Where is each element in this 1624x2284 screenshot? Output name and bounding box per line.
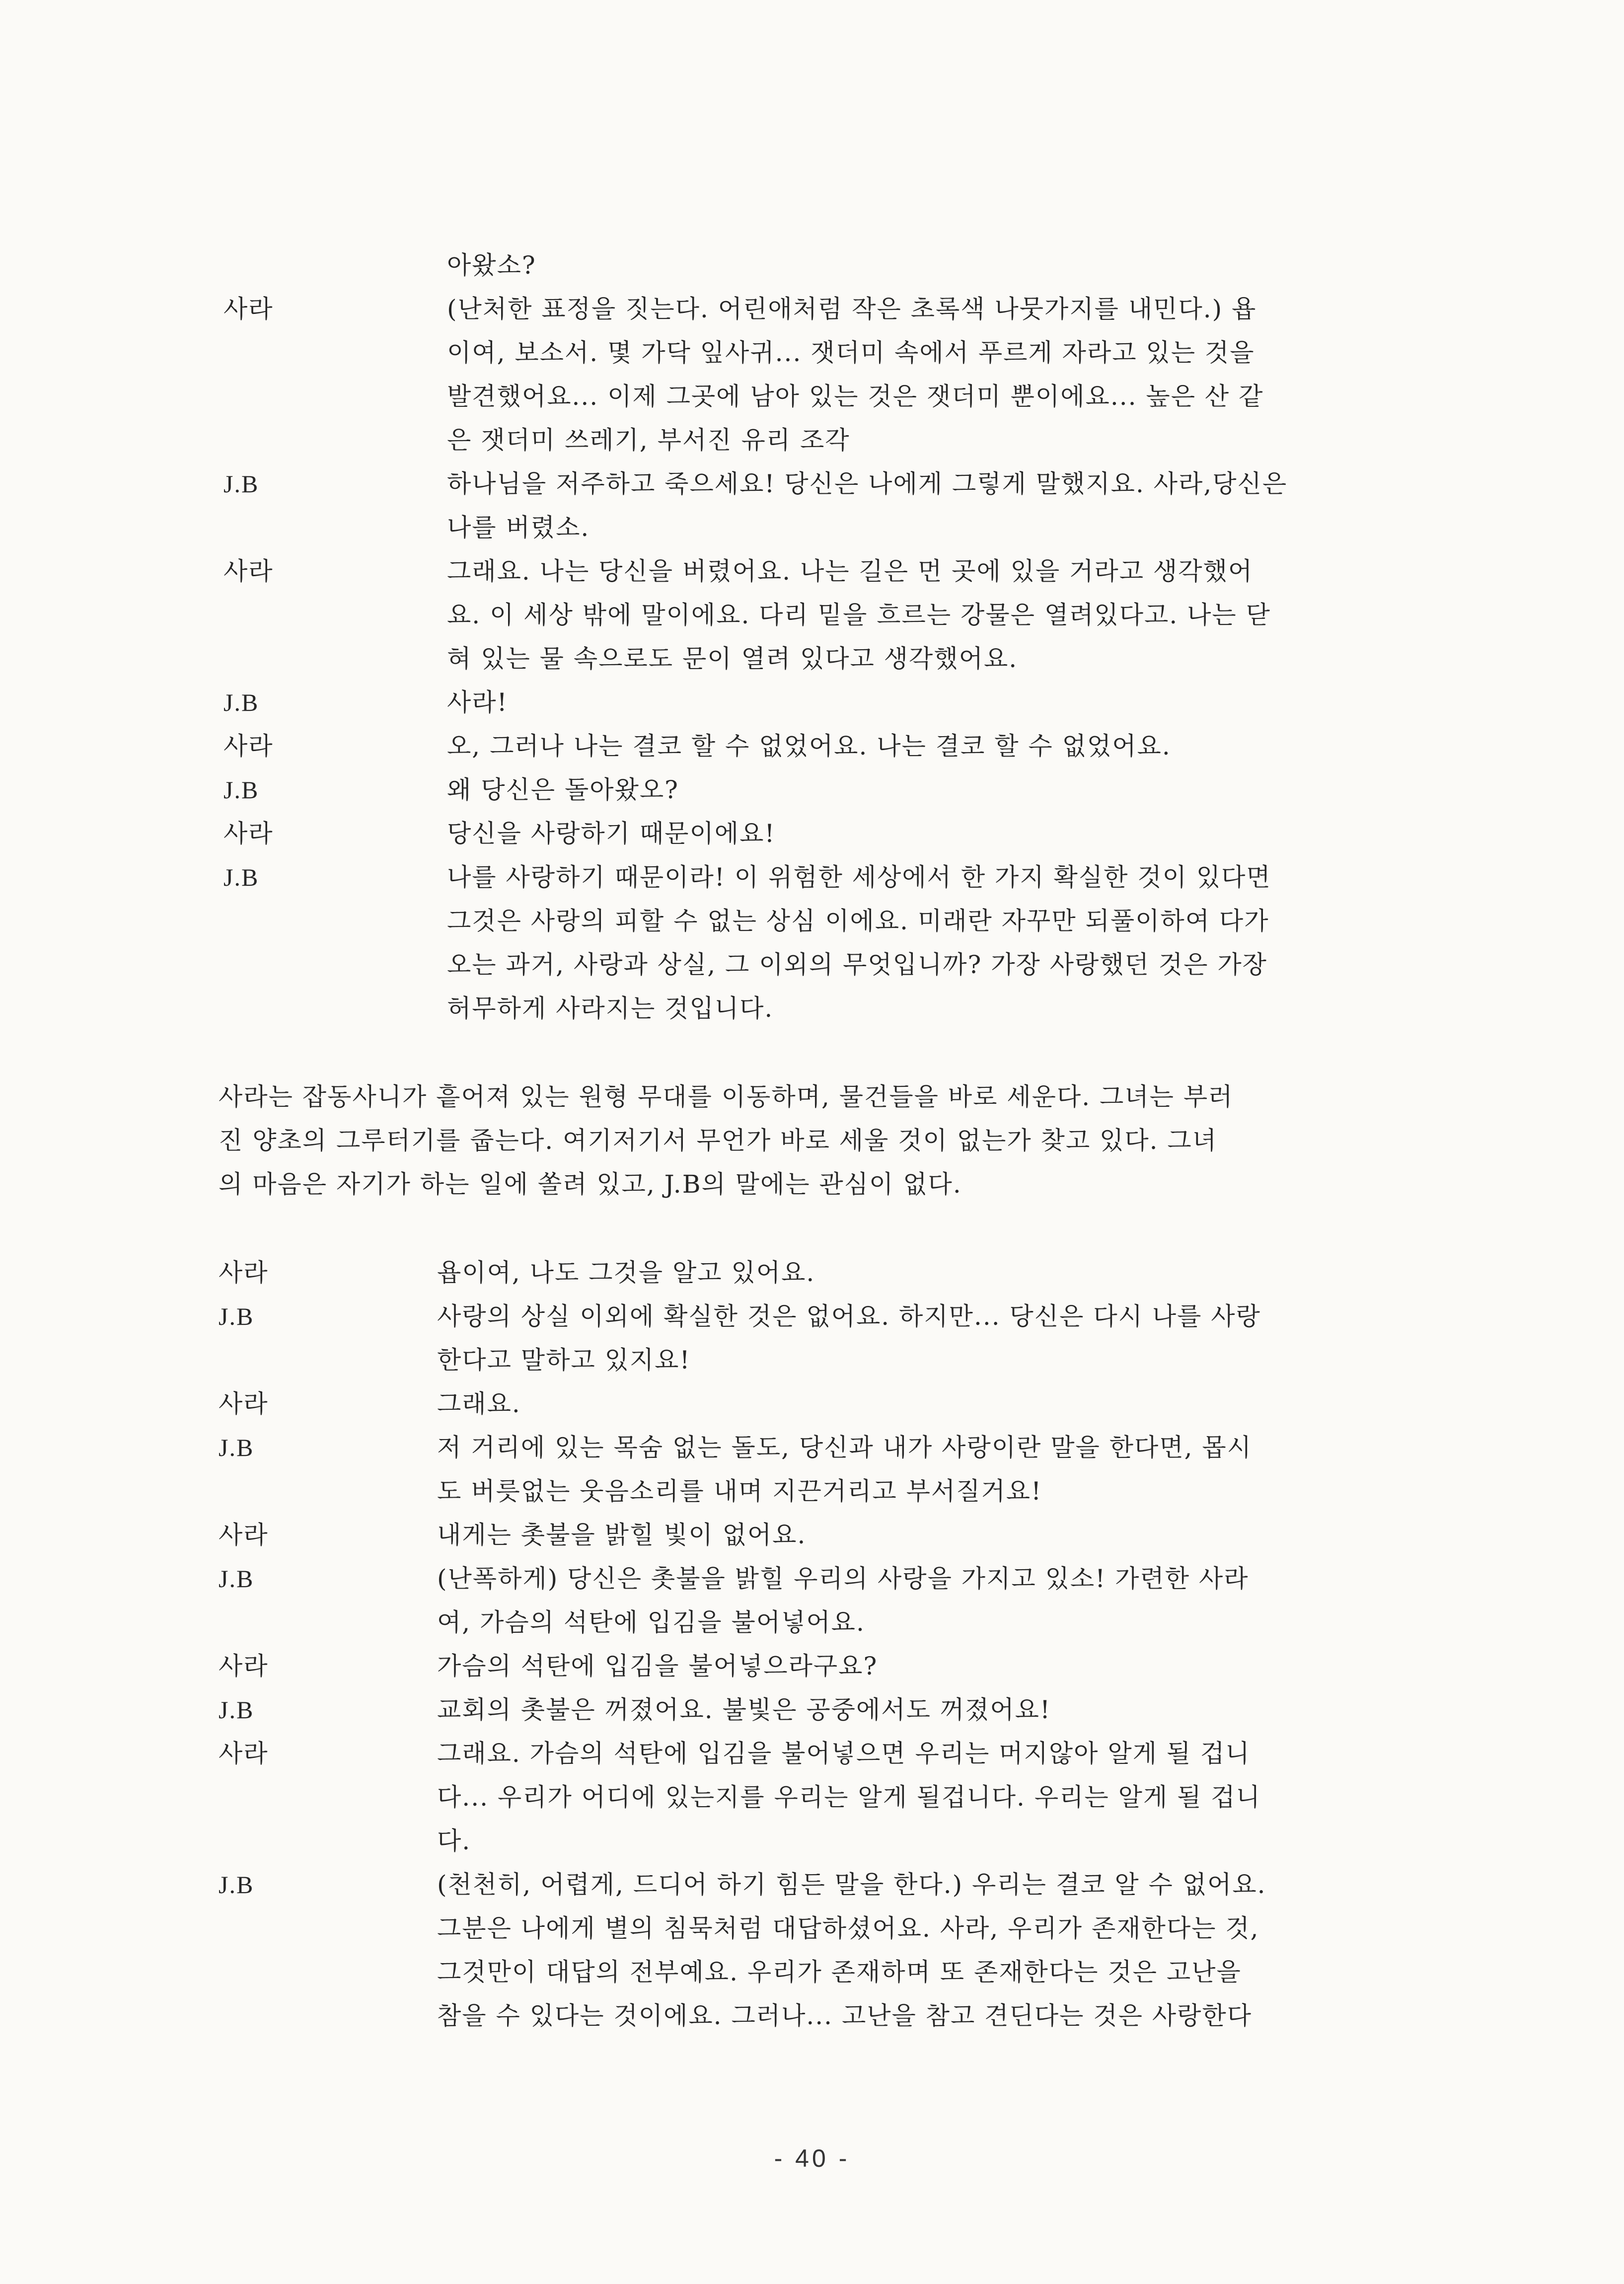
dialogue-dialogue-line: 그래요. 가슴의 석탄에 입김을 불어넣으면 우리는 머지않아 알게 될 겁니 bbox=[437, 1739, 1251, 1768]
dialogue-speaker: 사라 bbox=[219, 1521, 269, 1549]
dialogue-speaker: 사라 bbox=[219, 1652, 269, 1680]
dialogue-dialogue-line: 한다고 말하고 있지요! bbox=[437, 1346, 691, 1374]
dialogue-dialogue-line: 여, 가슴의 석탄에 입김을 불어넣어요. bbox=[437, 1608, 865, 1637]
dialogue-speaker: J.B bbox=[219, 1871, 254, 1899]
dialogue-speaker: J.B bbox=[219, 1434, 254, 1461]
stage-direction-line: 사라는 잡동사니가 흩어져 있는 원형 무대를 이동하며, 물건들을 바로 세운다. 그녀는 부러 bbox=[219, 1082, 1234, 1111]
dialogue-speaker: 사라 bbox=[219, 1390, 269, 1418]
dialogue-speaker: J.B bbox=[219, 1565, 254, 1593]
dialogue-dialogue-line: (천천히, 어렵게, 드디어 하기 힘든 말을 한다.) 우리는 결코 알 수 없어요. bbox=[437, 1870, 1266, 1899]
dialogue-dialogue-line: 요. 이 세상 밖에 말이에요. 다리 밑을 흐르는 강물은 열려있다고. 나는 닫 bbox=[447, 601, 1271, 629]
dialogue-dialogue-line: 다. bbox=[437, 1827, 471, 1855]
dialogue-dialogue-line: 도 버릇없는 웃음소리를 내며 지끈거리고 부서질거요! bbox=[437, 1477, 1042, 1506]
dialogue-dialogue-line: 나를 버렸소. bbox=[447, 513, 590, 542]
dialogue-dialogue-line: 그것은 사랑의 피할 수 없는 상심 이에요. 미래란 자꾸만 되풀이하여 다가 bbox=[447, 907, 1269, 935]
dialogue-dialogue-line: 사라! bbox=[447, 688, 508, 717]
dialogue-dialogue-line: 사랑의 상실 이외에 확실한 것은 없어요. 하지만... 당신은 다시 나를 사랑 bbox=[437, 1302, 1261, 1331]
dialogue-speaker: J.B bbox=[219, 1302, 254, 1330]
dialogue-dialogue-line: 하나님을 저주하고 죽으세요! 당신은 나에게 그렇게 말했지요. 사라,당신은 bbox=[447, 469, 1288, 498]
dialogue-dialogue-line: 발견했어요... 이제 그곳에 남아 있는 것은 잿더미 뿐이에요... 높은 산 같 bbox=[447, 382, 1264, 411]
dialogue-speaker: 사라 bbox=[219, 1259, 269, 1287]
dialogue-speaker: J.B bbox=[223, 863, 259, 891]
dialogue-speaker: 사라 bbox=[223, 295, 274, 323]
dialogue-speaker: 사라 bbox=[223, 557, 274, 585]
dialogue-dialogue-line: 은 잿더미 쓰레기, 부서진 유리 조각 bbox=[447, 426, 850, 455]
stage-direction-line: 진 양초의 그루터기를 줍는다. 여기저기서 무언가 바로 세울 것이 없는가 찾고 있다. 그녀 bbox=[219, 1126, 1218, 1155]
dialogue-speaker: 사라 bbox=[223, 732, 274, 760]
dialogue-dialogue-line: 아왔소? bbox=[447, 251, 536, 280]
dialogue-dialogue-line: (난폭하게) 당신은 촛불을 밝힐 우리의 사랑을 가지고 있소! 가련한 사라 bbox=[437, 1564, 1249, 1593]
dialogue-dialogue-line: 내게는 촛불을 밝힐 빛이 없어요. bbox=[437, 1521, 807, 1549]
dialogue-dialogue-line: 당신을 사랑하기 때문이에요! bbox=[447, 819, 776, 848]
dialogue-dialogue-line: 이여, 보소서. 몇 가닥 잎사귀... 잿더미 속에서 푸르게 자라고 있는 것을 bbox=[447, 338, 1255, 367]
dialogue-dialogue-line: 다... 우리가 어디에 있는지를 우리는 알게 될겁니다. 우리는 알게 될 겁니 bbox=[437, 1783, 1261, 1812]
dialogue-dialogue-line: 그분은 나에게 별의 침묵처럼 대답하셨어요. 사라, 우리가 존재한다는 것, bbox=[437, 1914, 1259, 1943]
dialogue-dialogue-line: 허무하게 사라지는 것입니다. bbox=[447, 994, 774, 1023]
dialogue-dialogue-line: 저 거리에 있는 목숨 없는 돌도, 당신과 내가 사랑이란 말을 한다면, 몹시 bbox=[437, 1433, 1253, 1462]
dialogue-dialogue-line: 나를 사랑하기 때문이라! 이 위험한 세상에서 한 가지 확실한 것이 있다면 bbox=[447, 863, 1271, 892]
page-number: - 40 - bbox=[774, 2144, 850, 2172]
dialogue-dialogue-line: 그래요. bbox=[437, 1389, 521, 1418]
dialogue-speaker: 사라 bbox=[223, 820, 274, 847]
dialogue-dialogue-line: 참을 수 있다는 것이에요. 그러나... 고난을 참고 견딘다는 것은 사랑한다 bbox=[437, 2001, 1253, 2030]
dialogue-speaker: J.B bbox=[219, 1696, 254, 1724]
dialogue-dialogue-line: 그것만이 대답의 전부예요. 우리가 존재하며 또 존재한다는 것은 고난을 bbox=[437, 1958, 1242, 1986]
dialogue-speaker: J.B bbox=[223, 688, 259, 716]
dialogue-dialogue-line: 혀 있는 물 속으로도 문이 열려 있다고 생각했어요. bbox=[447, 644, 1018, 673]
dialogue-speaker: J.B bbox=[223, 470, 259, 498]
dialogue-dialogue-line: 왜 당신은 돌아왔오? bbox=[447, 775, 679, 804]
dialogue-dialogue-line: 그래요. 나는 당신을 버렸어요. 나는 길은 먼 곳에 있을 거라고 생각했어 bbox=[447, 557, 1254, 586]
dialogue-dialogue-line: 오, 그러나 나는 결코 할 수 없었어요. 나는 결코 할 수 없었어요. bbox=[447, 732, 1171, 761]
dialogue-speaker: 사라 bbox=[219, 1740, 269, 1767]
dialogue-dialogue-line: 교회의 촛불은 꺼졌어요. 불빛은 공중에서도 꺼졌어요! bbox=[437, 1695, 1051, 1724]
dialogue-speaker: J.B bbox=[223, 776, 259, 804]
dialogue-dialogue-line: 오는 과거, 사랑과 상실, 그 이외의 무엇입니까? 가장 사랑했던 것은 가장 bbox=[447, 950, 1267, 979]
dialogue-dialogue-line: (난처한 표정을 짓는다. 어린애처럼 작은 초록색 나뭇가지를 내민다.) 욥 bbox=[447, 295, 1257, 323]
dialogue-dialogue-line: 가슴의 석탄에 입김을 불어넣으라구요? bbox=[437, 1652, 878, 1680]
stage-direction-line: 의 마음은 자기가 하는 일에 쏠려 있고, J.B의 말에는 관심이 없다. bbox=[219, 1170, 962, 1199]
dialogue-dialogue-line: 욥이여, 나도 그것을 알고 있어요. bbox=[437, 1258, 815, 1287]
